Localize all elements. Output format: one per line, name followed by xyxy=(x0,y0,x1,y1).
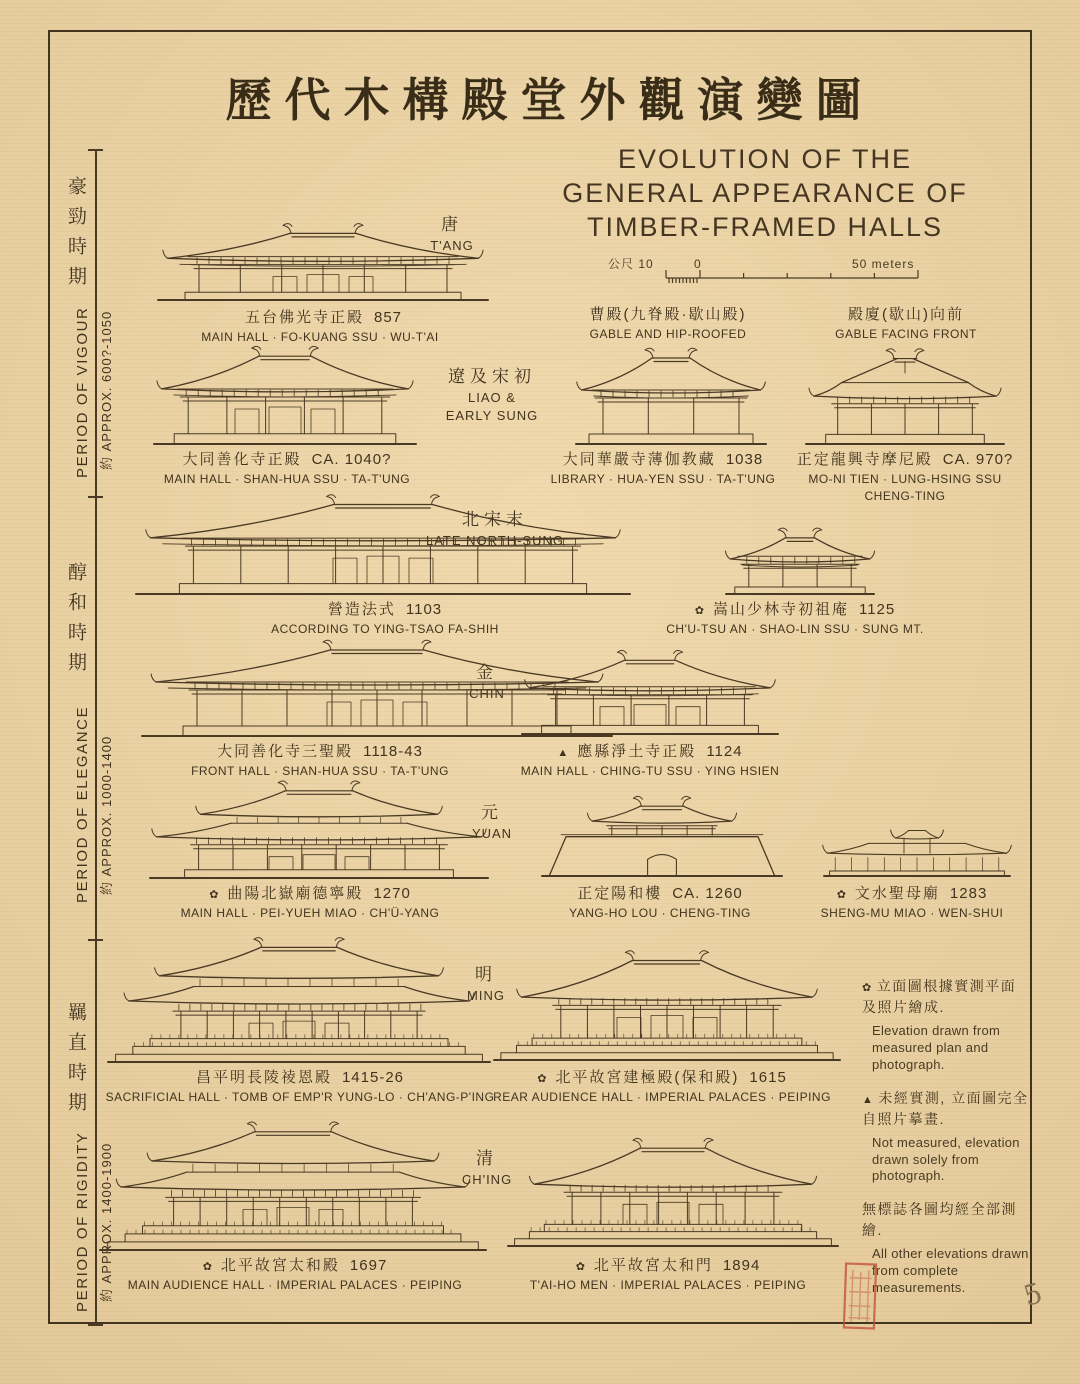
period-rigidity-chinese: 羈直時期 xyxy=(65,1002,86,1122)
period-elegance-english: PERIOD OF ELEGANCE xyxy=(74,705,91,903)
elevation-baohe-dian xyxy=(494,944,840,1062)
page-title-english xyxy=(550,142,980,244)
caption-shengmu: ✿ 文水聖母廟 1283 SHENG-MU MIAO · WEN-SHUI xyxy=(820,885,1004,920)
dynasty-label-yuan: 元 YUAN xyxy=(471,803,513,841)
note-photo-only: ▲ 未經實測, 立面圖完全自照片摹畫. Not measured, elevation drawn solely from photograph. xyxy=(862,1089,1029,1184)
elevation-taiho-men xyxy=(508,1132,838,1248)
period-vigour-range: 約 APPROX. 600?-1050 xyxy=(99,310,114,470)
caption-taihomen: ✿ 北平故宮太和門 1894 T'AI-HO MEN · IMPERIAL PALACES · PEIPING xyxy=(529,1257,807,1292)
dynasty-label-tang: 唐 T'ANG xyxy=(430,215,474,253)
elevation-shanhua-main-hall xyxy=(154,344,416,446)
title-en-line3: TIMBER-FRAMED HALLS xyxy=(586,212,944,242)
elevation-chingtu-main-hall xyxy=(522,650,778,736)
period-rigidity-english: PERIOD OF RIGIDITY xyxy=(74,1131,91,1312)
dynasty-label-chin: 金 CHIN xyxy=(469,663,505,701)
elevation-chutsu-an xyxy=(726,530,874,596)
timeline-tick xyxy=(88,149,103,151)
caption-chutsu: ✿ 嵩山少林寺初祖庵 1125 CH'U-TSU AN · SHAO-LIN SSU · SUNG MT. xyxy=(666,601,924,636)
timeline-tick xyxy=(88,1324,103,1326)
caption-moni: 正定龍興寺摩尼殿 CA. 970? MO-NI TIEN · LUNG-HSING SSU CHENG-TING xyxy=(796,451,1014,503)
period-vigour-chinese: 豪勁時期 xyxy=(65,176,86,296)
elevation-yangho-lou xyxy=(542,800,782,878)
elevation-taihe-dian xyxy=(100,1122,486,1252)
red-seal-stamp xyxy=(842,1261,878,1330)
elevation-huayen-library xyxy=(576,346,766,446)
roof-type-gable-front: 殿廈(歇山)向前 GABLE FACING FRONT xyxy=(835,306,977,341)
caption-changling: 昌平明長陵祾恩殿 1415-26 SACRIFICIAL HALL · TOMB OF EMP'R YUNG-LO · CH'ANG-P'ING xyxy=(105,1069,495,1104)
dynasty-label-ming: 明 MING xyxy=(467,965,505,1003)
dynasty-label-liao: 遼及宋初 LIAO & EARLY SUNG xyxy=(445,367,539,423)
legend-notes xyxy=(862,976,1030,1311)
caption-huayen: 大同華嚴寺薄伽教藏 1038 LIBRARY · HUA-YEN SSU · TA-T'UNG xyxy=(550,451,776,486)
elevation-changling-sacrificial-hall xyxy=(108,938,490,1064)
page-number: 5 xyxy=(1019,1276,1047,1313)
period-rigidity-range: 約 APPROX. 1400-1900 xyxy=(99,1142,114,1302)
note-measured: ✿ 立面圖根據實測平面及照片繪成. Elevation drawn from measured plan and photograph. xyxy=(862,978,1017,1072)
caption-shanhua-front: 大同善化寺三聖殿 1118-43 FRONT HALL · SHAN-HUA SSU · TA-T'UNG xyxy=(191,743,449,778)
title-en-line2: GENERAL APPEARANCE OF xyxy=(562,178,968,208)
scale-left-label: 公尺 10 xyxy=(608,257,654,271)
roof-type-gable-hip: 曹殿(九脊殿·歇山殿) GABLE AND HIP-ROOFED xyxy=(589,306,747,341)
period-vigour-english: PERIOD OF VIGOUR xyxy=(74,306,91,478)
note-unmarked: 無標誌各圖均經全部測繪. All other elevations drawn from complete measurements. xyxy=(862,1201,1029,1296)
caption-shanhua-main: 大同善化寺正殿 CA. 1040? MAIN HALL · SHAN-HUA SSU · TA-T'UNG xyxy=(163,451,411,486)
elevation-fokuang-main-hall xyxy=(158,224,488,302)
scale-bar xyxy=(608,254,938,290)
caption-baohe: ✿ 北平故宮建極殿(保和殿) 1615 REAR AUDIENCE HALL · IMPERIAL PALACES · PEIPING xyxy=(493,1069,831,1104)
elevation-yingtsao-fashih-hall xyxy=(136,492,630,596)
caption-peiyueh: ✿ 曲陽北嶽廟德寧殿 1270 MAIN HALL · PEI-YUEH MIAO · CH'Ü-YANG xyxy=(180,885,440,920)
dynasty-label-late-north-sung: 北宋末 LATE NORTH-SUNG xyxy=(425,510,565,548)
title-en-line1: EVOLUTION OF THE xyxy=(617,144,913,174)
caption-taihedian: ✿ 北平故宮太和殿 1697 MAIN AUDIENCE HALL · IMPERIAL PALACES · PEIPING xyxy=(127,1257,463,1292)
caption-yingzao: 營造法式 1103 ACCORDING TO YING-TSAO FA-SHIH xyxy=(271,601,499,636)
elevation-shengmu-miao xyxy=(824,824,1010,878)
timeline-tick xyxy=(88,939,103,941)
scale-right-label: 50 meters xyxy=(852,257,915,271)
scale-ticks xyxy=(666,270,918,283)
elevation-moni-tien xyxy=(806,350,1004,446)
dynasty-label-ching: 清 CH'ING xyxy=(461,1149,513,1187)
period-elegance-chinese: 醇和時期 xyxy=(65,562,86,682)
timeline-tick xyxy=(88,496,103,498)
caption-yangho: 正定陽和樓 CA. 1260 YANG-HO LOU · CHENG-TING xyxy=(569,885,751,920)
scale-zero-label: 0 xyxy=(694,257,702,271)
caption-fokuang: 五台佛光寺正殿 857 MAIN HALL · FO-KUANG SSU · WU-T'AI xyxy=(201,309,439,344)
page-title-chinese: 歷代木構殿堂外觀演變圖 xyxy=(225,73,875,127)
elevation-peiyueh-miao xyxy=(150,782,488,880)
period-elegance-range: 約 APPROX. 1000-1400 xyxy=(99,735,114,895)
caption-chingtu: ▲ 應縣淨土寺正殿 1124 MAIN HALL · CHING-TU SSU · YING HSIEN xyxy=(520,743,780,778)
